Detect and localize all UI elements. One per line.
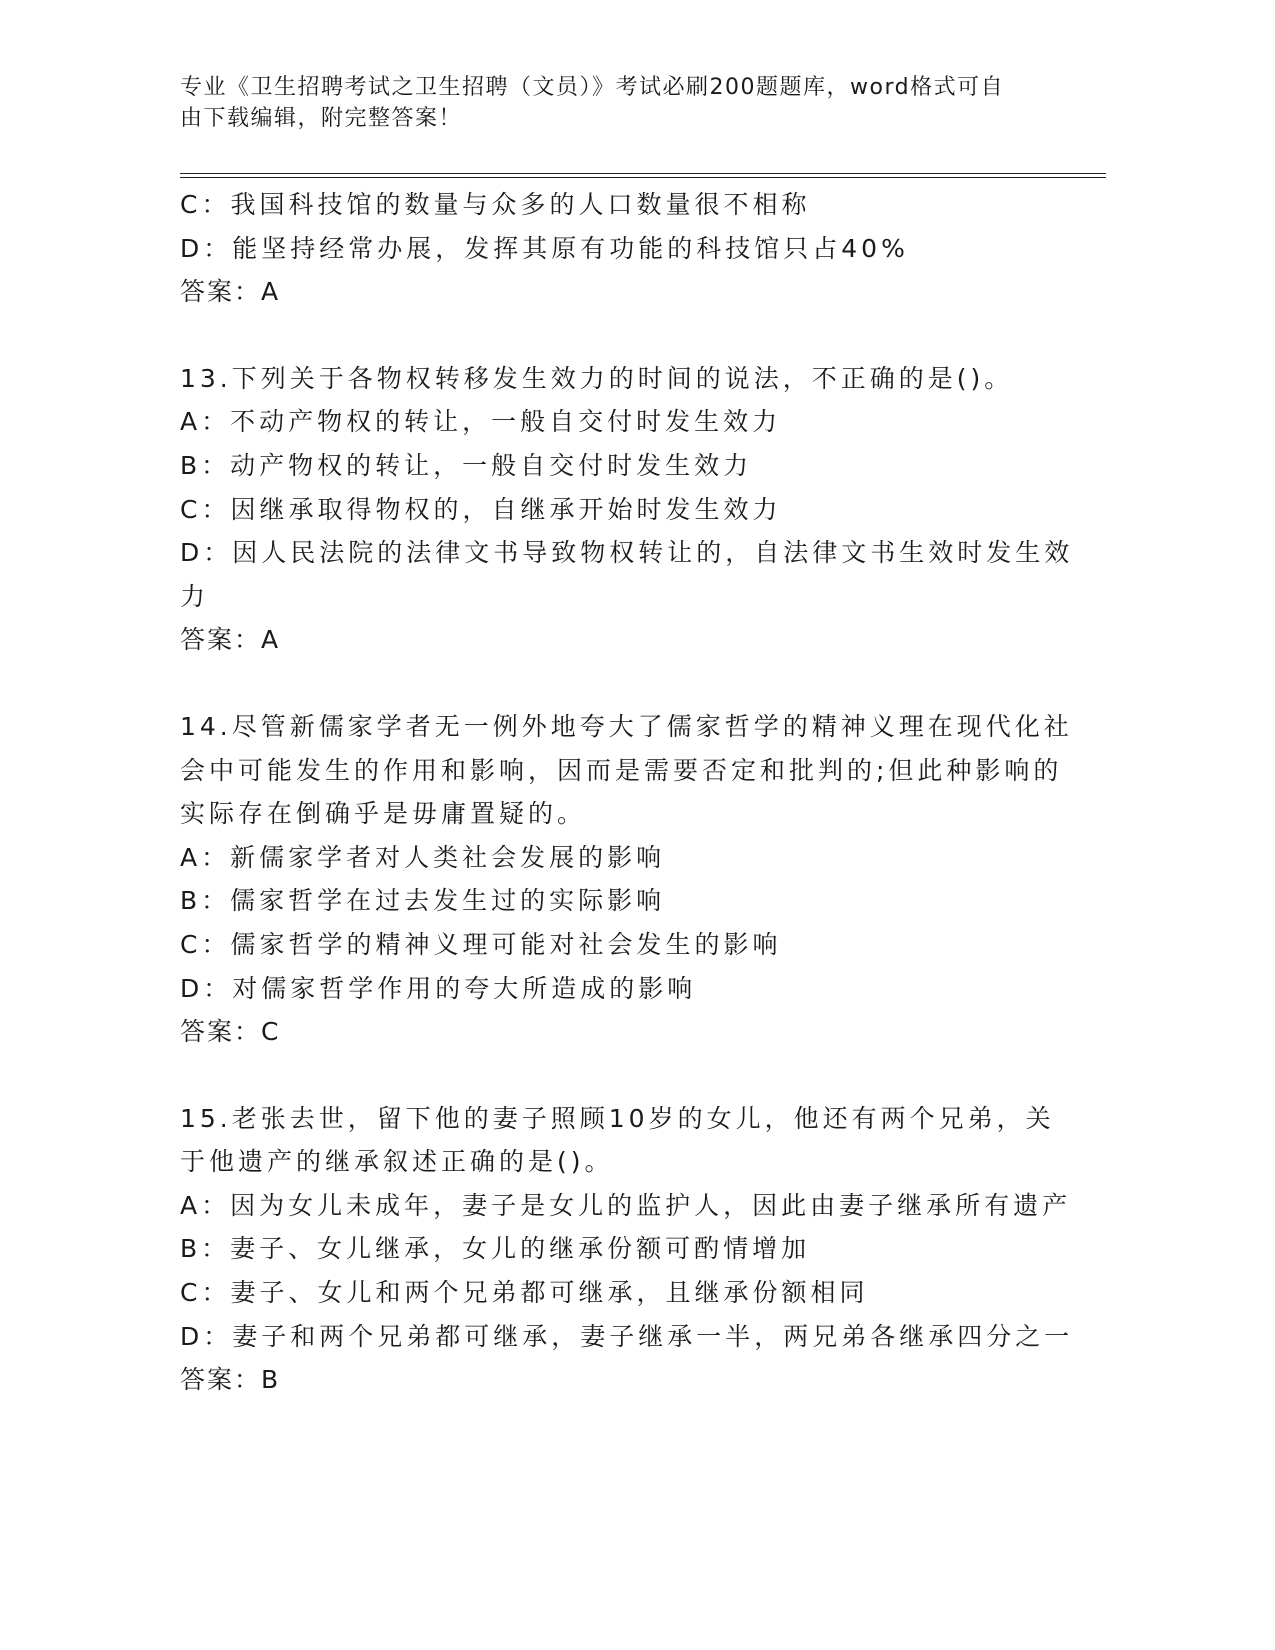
document-body — [180, 183, 1074, 1402]
answer-line: 答案：A — [180, 625, 281, 655]
header-line-1: 专业《卫生招聘考试之卫生招聘（文员）》考试必刷200题题库，word格式可自 — [180, 75, 1005, 100]
question-15 — [180, 1097, 1074, 1402]
question-stem: 13.下列关于各物权转移发生效力的时间的说法，不正确的是()。 — [180, 363, 1014, 393]
option-d: D：能坚持经常办展，发挥其原有功能的科技馆只占40% — [180, 233, 909, 263]
question-stem: 15.老张去世，留下他的妻子照顾10岁的女儿，他还有两个兄弟，关 — [180, 1103, 1055, 1133]
question-14 — [180, 705, 1073, 1054]
question-stem-continued: 会中可能发生的作用和影响，因而是需要否定和批判的;但此种影响的 — [180, 755, 1063, 785]
question-stem-continued: 于他遗产的继承叙述正确的是()。 — [180, 1147, 614, 1177]
option-a: A：不动产物权的转让，一般自交付时发生效力 — [180, 407, 782, 437]
option-d-continued: 力 — [180, 581, 210, 611]
option-b: B：妻子、女儿继承，女儿的继承份额可酌情增加 — [180, 1234, 811, 1264]
question-13 — [180, 357, 1074, 662]
option-d: D：妻子和两个兄弟都可继承，妻子继承一半，两兄弟各继承四分之一 — [180, 1321, 1074, 1351]
spacer — [180, 314, 1040, 357]
header-divider — [180, 173, 1106, 178]
header-line-2: 由下载编辑，附完整答案！ — [180, 106, 463, 131]
option-c: C：儒家哲学的精神义理可能对社会发生的影响 — [180, 929, 782, 959]
question-stem: 14.尽管新儒家学者无一例外地夸大了儒家哲学的精神义理在现代化社 — [180, 711, 1073, 741]
option-a: A：因为女儿未成年，妻子是女儿的监护人，因此由妻子继承所有遗产 — [180, 1190, 1072, 1220]
spacer — [180, 662, 1040, 705]
question-stem-continued: 实际存在倒确乎是毋庸置疑的。 — [180, 799, 587, 829]
option-d: D：因人民法院的法律文书导致物权转让的，自法律文书生效时发生效 — [180, 538, 1074, 568]
spacer — [180, 1054, 1040, 1097]
option-b: B：动产物权的转让，一般自交付时发生效力 — [180, 450, 753, 480]
answer-line: 答案：C — [180, 1017, 281, 1047]
answer-line: 答案：B — [180, 1365, 281, 1395]
option-c: C：妻子、女儿和两个兄弟都可继承，且继承份额相同 — [180, 1278, 869, 1308]
answer-line: 答案：A — [180, 277, 281, 307]
option-c: C：因继承取得物权的，自继承开始时发生效力 — [180, 494, 782, 524]
option-d: D：对儒家哲学作用的夸大所造成的影响 — [180, 973, 697, 1003]
option-c: C：我国科技馆的数量与众多的人口数量很不相称 — [180, 190, 811, 219]
option-b: B：儒家哲学在过去发生过的实际影响 — [180, 886, 666, 916]
question-12-tail — [180, 183, 1040, 314]
option-a: A：新儒家学者对人类社会发展的影响 — [180, 842, 666, 872]
document-header — [180, 72, 1040, 134]
